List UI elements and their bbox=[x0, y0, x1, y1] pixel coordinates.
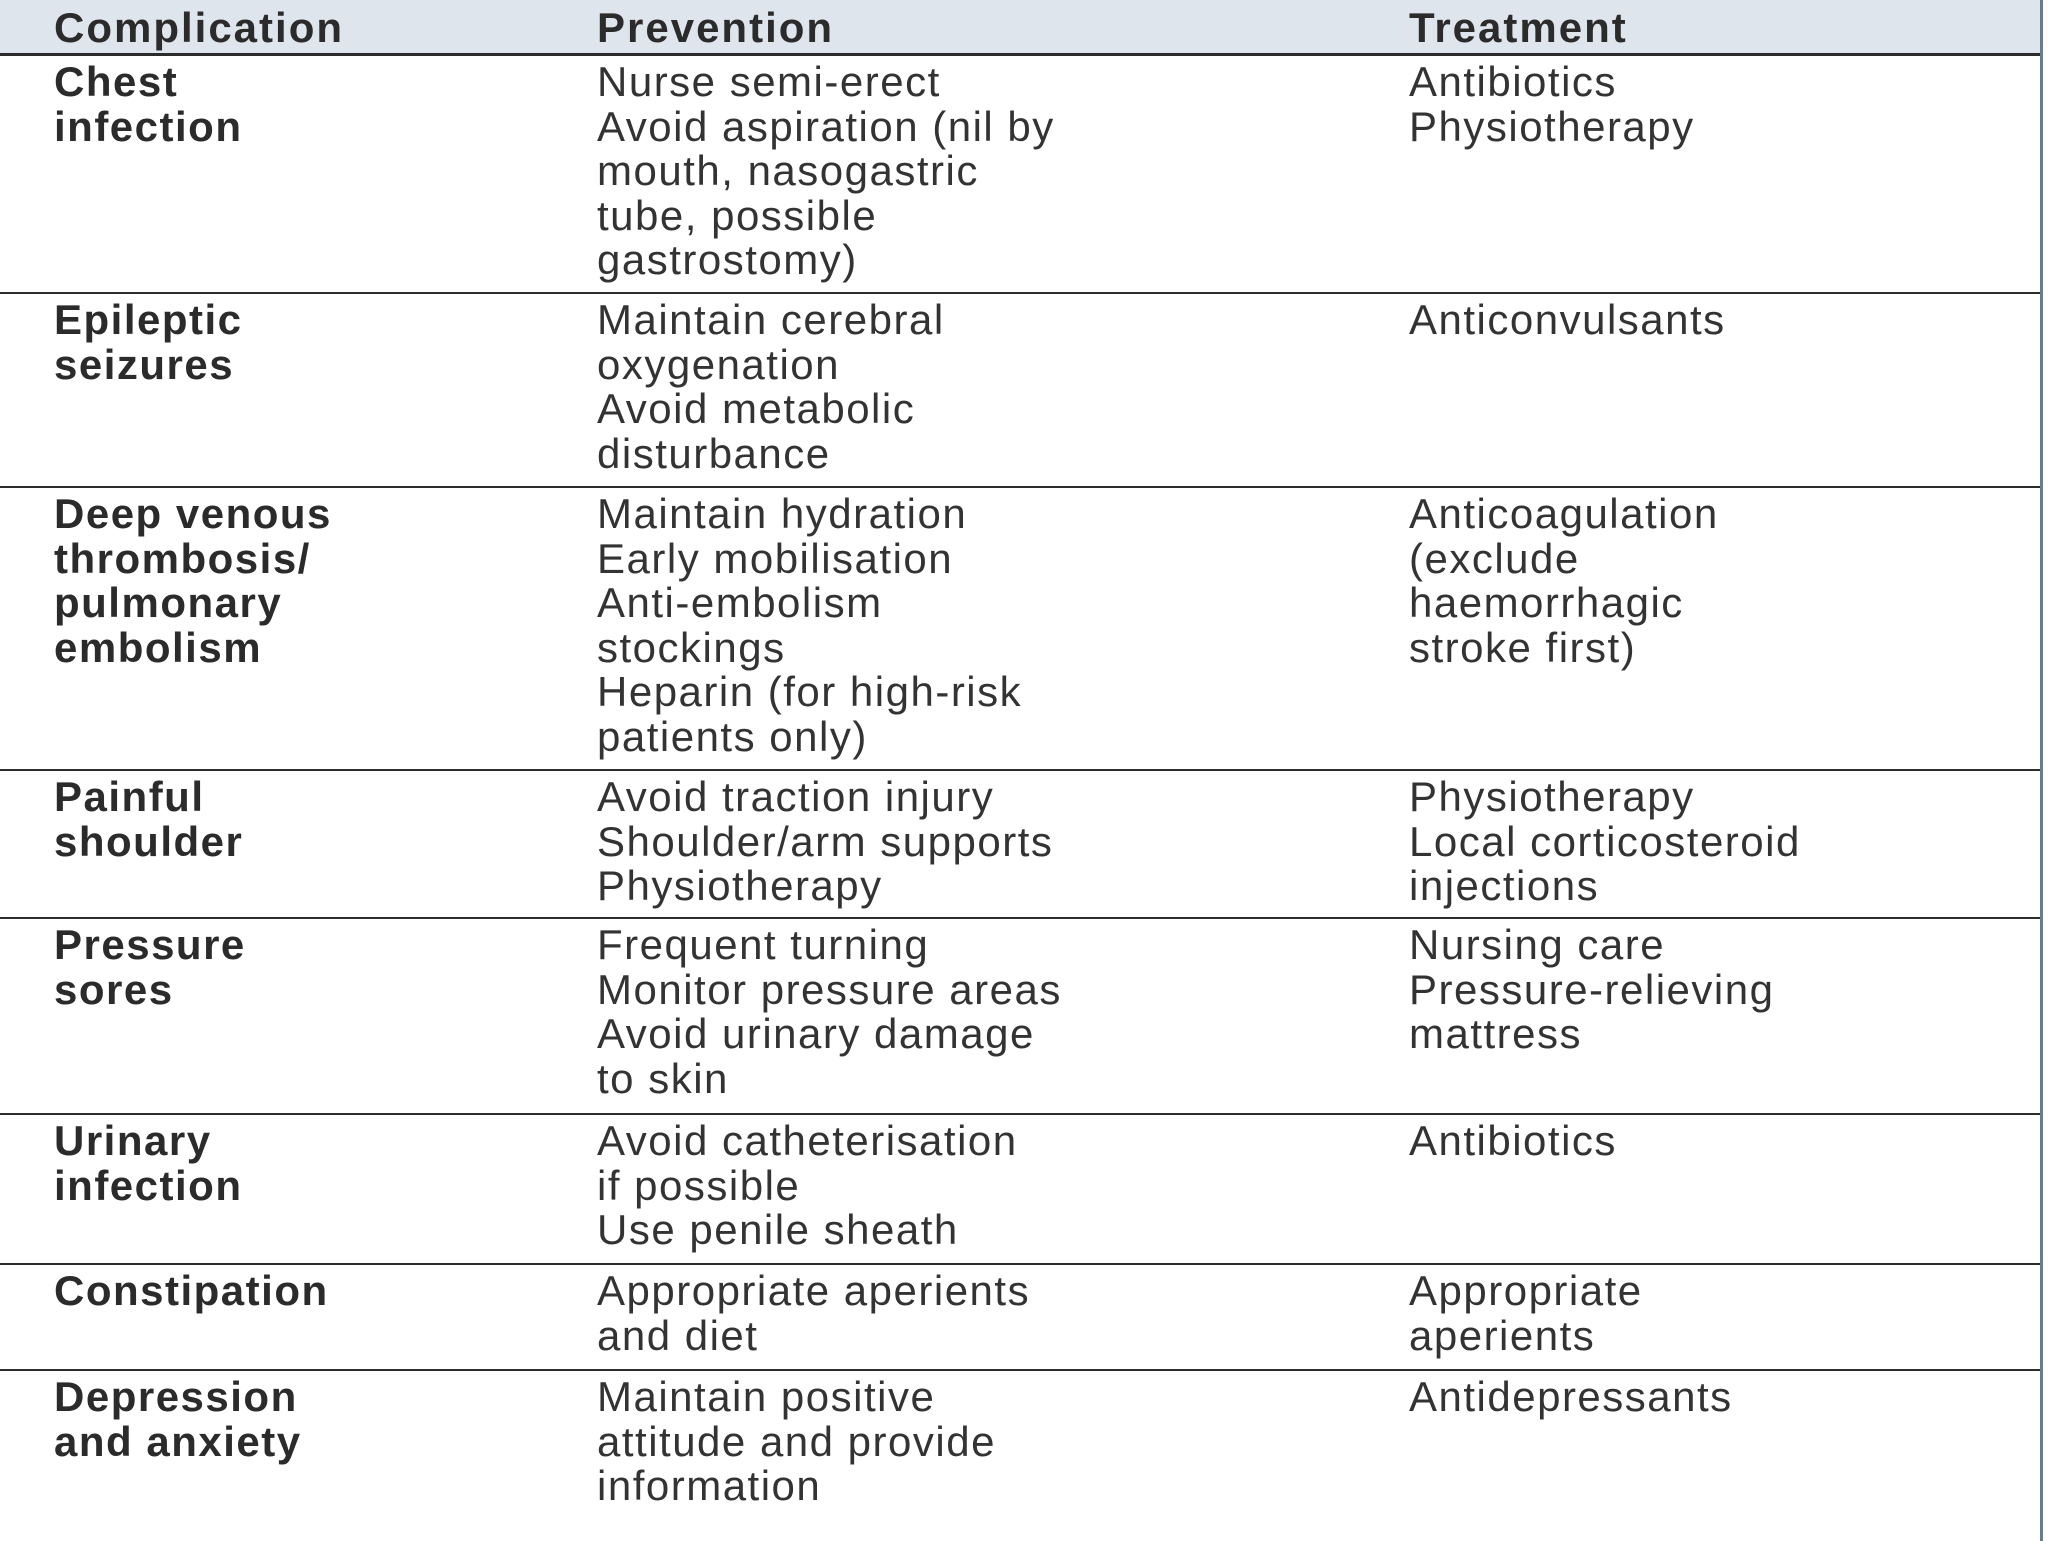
complication-text: infection bbox=[54, 102, 243, 150]
complication-cell bbox=[0, 919, 597, 1113]
complication-text: Deep venous bbox=[54, 490, 332, 537]
prevention-text: Avoid catheterisation bbox=[597, 1117, 1018, 1164]
prevention-text: oxygenation bbox=[597, 340, 841, 388]
treatment-text: aperients bbox=[1409, 1311, 1596, 1359]
prevention-text: Maintain hydration bbox=[597, 490, 968, 537]
treatment-cell bbox=[1409, 771, 2039, 917]
complication-text: infection bbox=[54, 1161, 243, 1209]
table-row bbox=[0, 488, 2040, 771]
complication-cell bbox=[0, 1115, 597, 1263]
table-row bbox=[0, 1371, 2040, 1541]
prevention-cell bbox=[597, 771, 1409, 917]
complication-cell bbox=[0, 56, 597, 292]
complication-text: Pressure bbox=[54, 921, 246, 968]
prevention-text: Nurse semi-erect bbox=[597, 58, 941, 105]
complication-text: seizures bbox=[54, 340, 235, 388]
complication-text: pulmonary bbox=[54, 579, 283, 626]
treatment-text: Anticonvulsants bbox=[1409, 296, 1726, 343]
prevention-text: information bbox=[597, 1462, 822, 1509]
treatment-cell bbox=[1409, 919, 2039, 1113]
treatment-text: Physiotherapy bbox=[1409, 773, 1695, 820]
complication-cell bbox=[0, 771, 597, 917]
treatment-text: injections bbox=[1409, 862, 1600, 909]
prevention-text: Appropriate aperients bbox=[597, 1267, 1031, 1314]
treatment-text: Pressure-relieving bbox=[1409, 965, 1775, 1013]
prevention-cell bbox=[597, 1115, 1409, 1263]
prevention-text: Heparin (for high-risk bbox=[597, 668, 1023, 715]
prevention-text: tube, possible bbox=[597, 191, 878, 239]
prevention-text: Shoulder/arm supports bbox=[597, 817, 1054, 865]
complication-text: Chest bbox=[54, 58, 179, 105]
prevention-text: Early mobilisation bbox=[597, 534, 954, 582]
prevention-text: Use penile sheath bbox=[597, 1206, 959, 1253]
table-row bbox=[0, 919, 2040, 1115]
complication-cell bbox=[0, 1371, 597, 1541]
treatment-cell bbox=[1409, 56, 2039, 292]
treatment-text: Appropriate bbox=[1409, 1267, 1643, 1314]
prevention-text: Physiotherapy bbox=[597, 862, 883, 909]
table-row bbox=[0, 771, 2040, 919]
prevention-text: Monitor pressure areas bbox=[597, 965, 1062, 1013]
prevention-text: Avoid traction injury bbox=[597, 773, 995, 820]
treatment-text: (exclude bbox=[1409, 534, 1580, 582]
prevention-text: and diet bbox=[597, 1311, 759, 1359]
header-treatment: Treatment bbox=[1409, 4, 1628, 51]
prevention-text: stockings bbox=[597, 623, 786, 671]
prevention-text: Avoid metabolic bbox=[597, 385, 916, 432]
prevention-cell bbox=[597, 919, 1409, 1113]
complication-text: and anxiety bbox=[54, 1417, 302, 1465]
treatment-text: Local corticosteroid bbox=[1409, 817, 1801, 865]
complication-text: Urinary bbox=[54, 1117, 212, 1164]
prevention-cell bbox=[597, 294, 1409, 486]
header-prevention: Prevention bbox=[597, 4, 835, 51]
complication-text: Epileptic bbox=[54, 296, 243, 343]
prevention-cell bbox=[597, 1265, 1409, 1369]
complication-text: thrombosis/ bbox=[54, 534, 311, 582]
table-header bbox=[0, 0, 2040, 56]
prevention-cell bbox=[597, 488, 1409, 769]
table-row bbox=[0, 56, 2040, 294]
prevention-text: Avoid aspiration (nil by bbox=[597, 102, 1055, 150]
treatment-cell bbox=[1409, 1265, 2039, 1369]
complication-text: sores bbox=[54, 965, 174, 1013]
treatment-text: Nursing care bbox=[1409, 921, 1666, 968]
table-body bbox=[0, 56, 2040, 1541]
complication-text: Depression bbox=[54, 1373, 298, 1420]
complication-text: shoulder bbox=[54, 817, 244, 865]
complication-cell bbox=[0, 294, 597, 486]
treatment-cell bbox=[1409, 488, 2039, 769]
complication-text: embolism bbox=[54, 623, 263, 671]
header-complication: Complication bbox=[54, 4, 345, 51]
complication-cell bbox=[0, 488, 597, 769]
treatment-text: Antibiotics bbox=[1409, 1117, 1617, 1164]
complication-cell bbox=[0, 1265, 597, 1369]
prevention-text: Maintain positive bbox=[597, 1373, 936, 1420]
prevention-text: to skin bbox=[597, 1054, 729, 1102]
prevention-cell bbox=[597, 56, 1409, 292]
treatment-cell bbox=[1409, 1371, 2039, 1541]
treatment-cell bbox=[1409, 294, 2039, 486]
treatment-text: Antibiotics bbox=[1409, 58, 1617, 105]
treatment-text: mattress bbox=[1409, 1010, 1583, 1057]
prevention-text: Anti-embolism bbox=[597, 579, 883, 626]
prevention-text: gastrostomy) bbox=[597, 236, 858, 283]
treatment-text: Anticoagulation bbox=[1409, 490, 1719, 537]
treatment-text: Physiotherapy bbox=[1409, 102, 1695, 150]
table-row bbox=[0, 1115, 2040, 1265]
prevention-cell bbox=[597, 1371, 1409, 1541]
complication-text: Constipation bbox=[54, 1267, 329, 1314]
prevention-text: mouth, nasogastric bbox=[597, 147, 979, 194]
prevention-text: attitude and provide bbox=[597, 1417, 996, 1465]
table-row bbox=[0, 1265, 2040, 1371]
prevention-text: if possible bbox=[597, 1161, 801, 1209]
prevention-text: Maintain cerebral bbox=[597, 296, 945, 343]
complication-text: Painful bbox=[54, 773, 205, 820]
prevention-text: patients only) bbox=[597, 712, 868, 760]
treatment-text: Antidepressants bbox=[1409, 1373, 1733, 1420]
prevention-text: Avoid urinary damage bbox=[597, 1010, 1035, 1057]
treatment-text: stroke first) bbox=[1409, 623, 1637, 671]
table-row bbox=[0, 294, 2040, 488]
prevention-text: Frequent turning bbox=[597, 921, 930, 968]
treatment-text: haemorrhagic bbox=[1409, 579, 1684, 626]
prevention-text: disturbance bbox=[597, 429, 831, 477]
treatment-cell bbox=[1409, 1115, 2039, 1263]
